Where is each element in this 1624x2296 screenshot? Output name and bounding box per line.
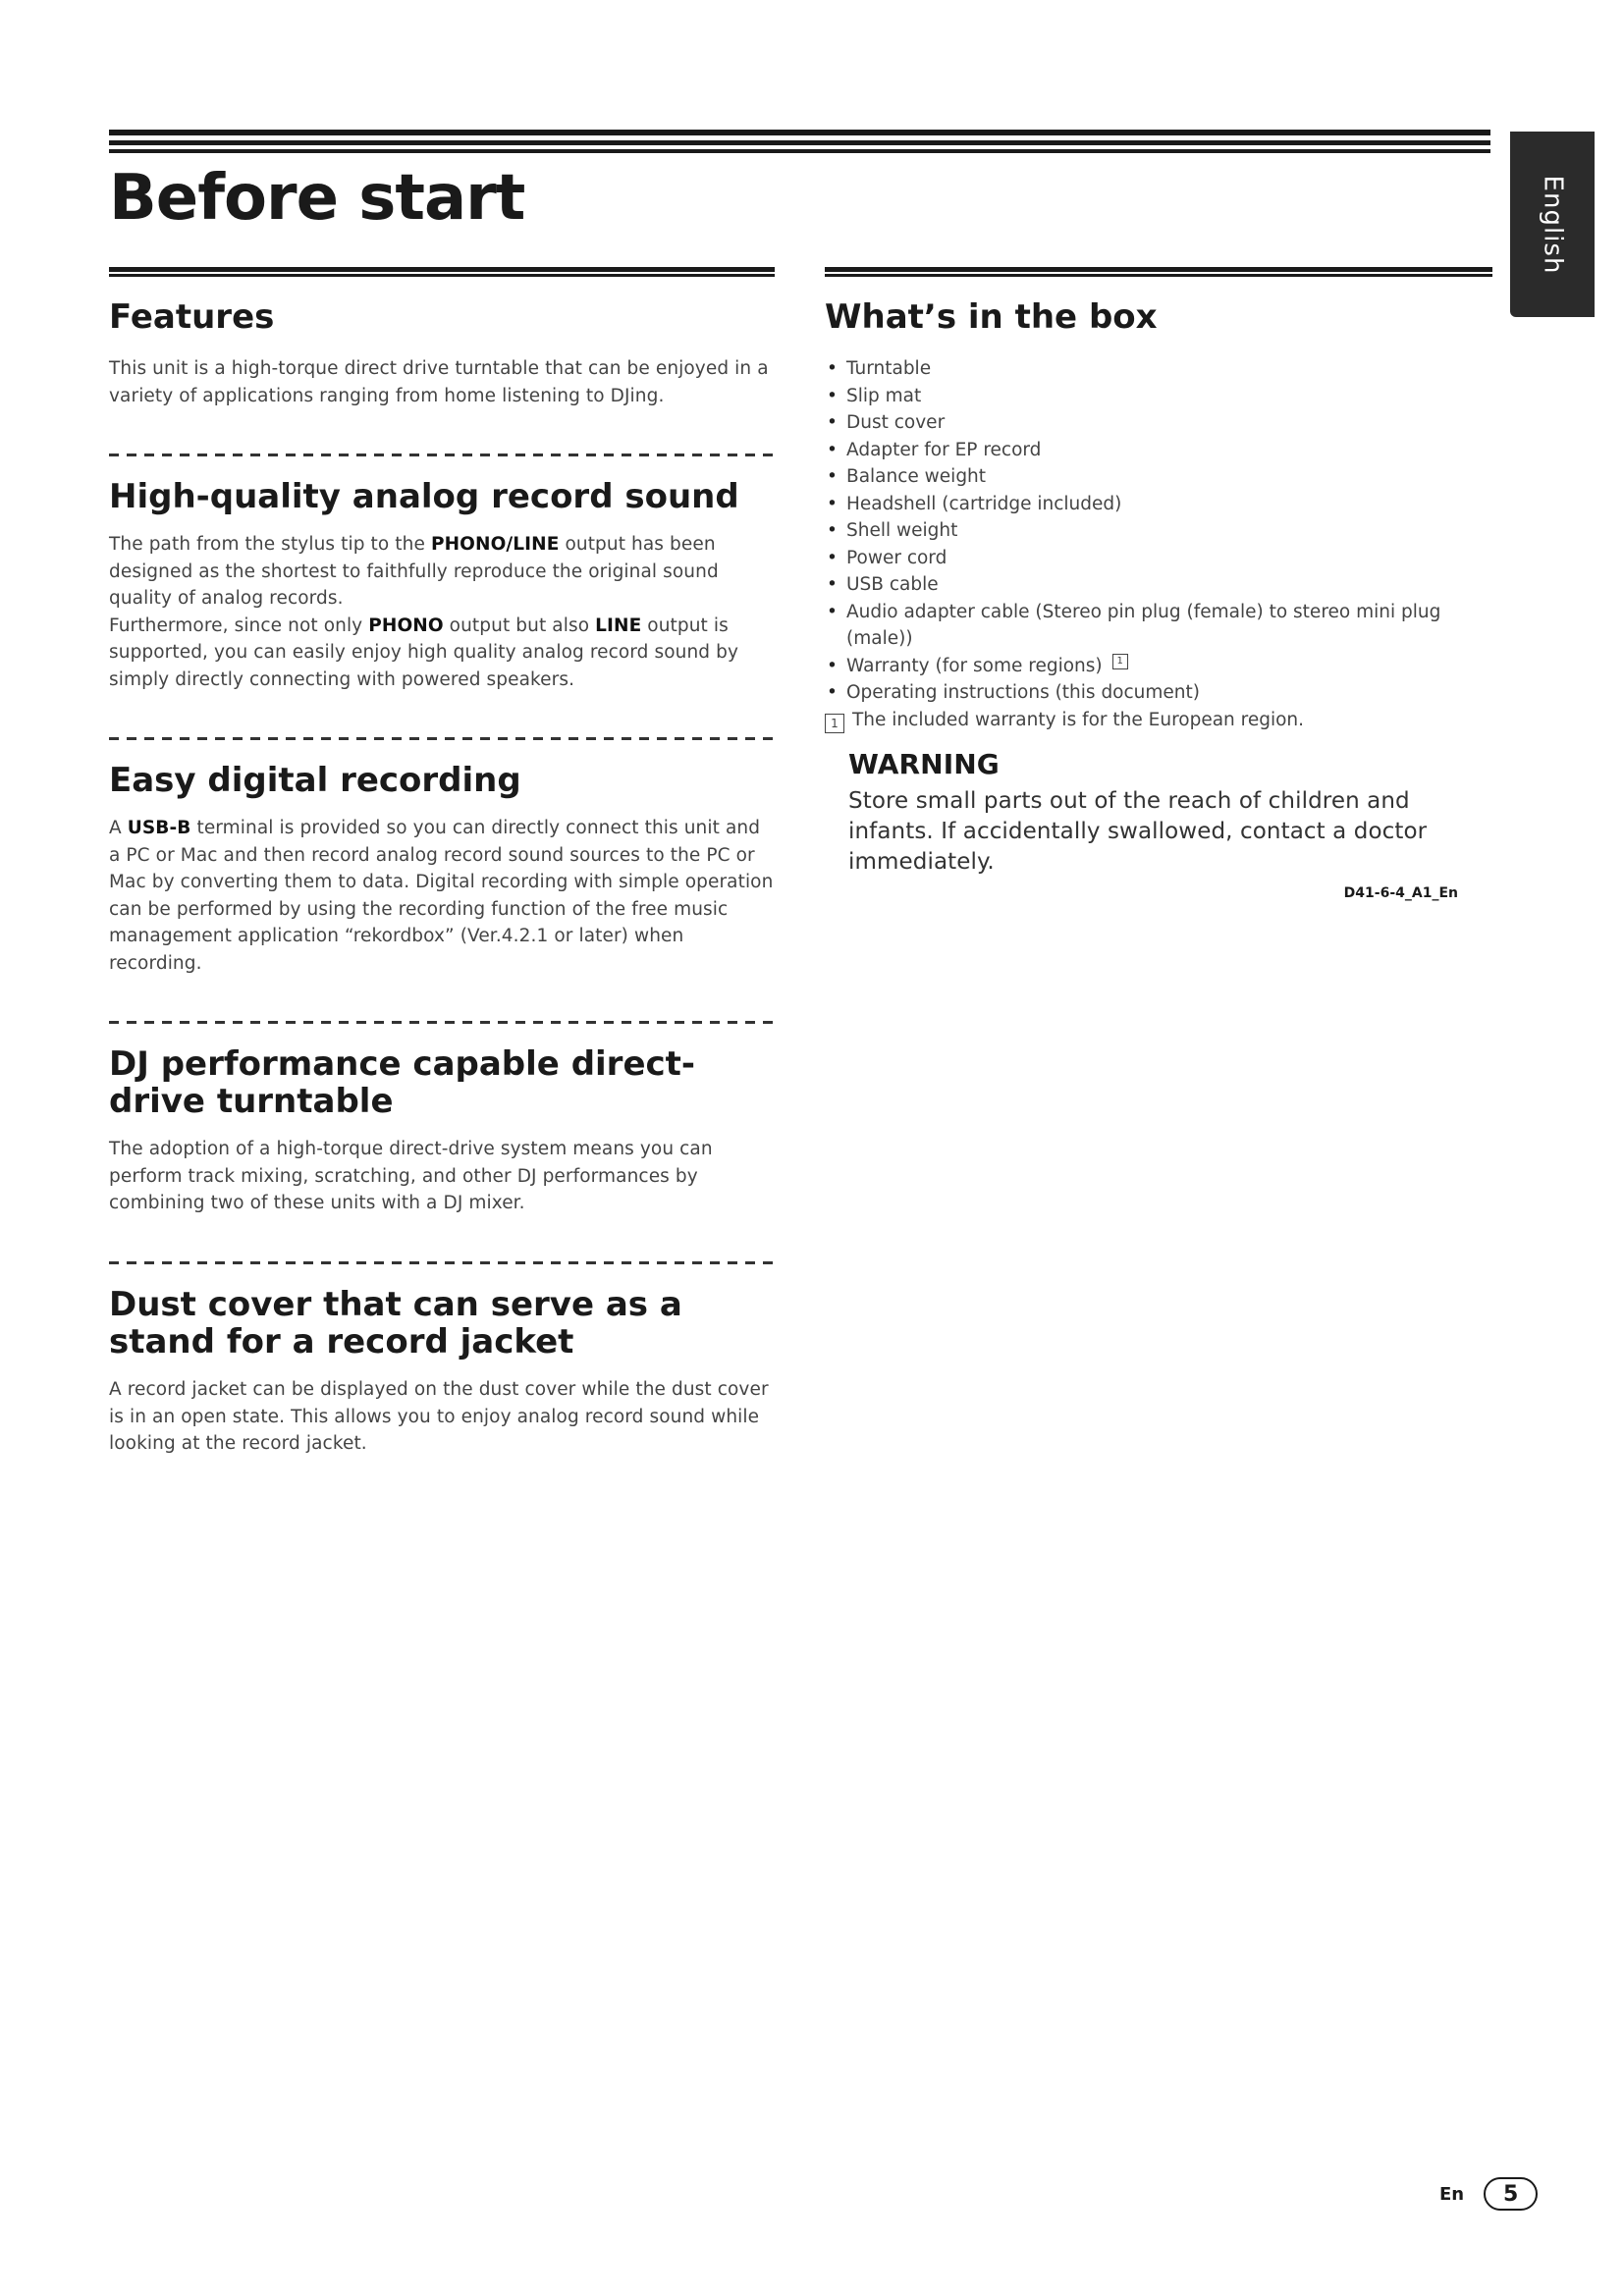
text-run: output has been designed as the shortest to faithfully reproduce the original sound quality of analog records.	[109, 534, 719, 610]
section-divider	[109, 1021, 775, 1024]
warning-block	[848, 747, 1492, 878]
list-item-text: Slip mat	[846, 385, 922, 406]
footnote-text: The included warranty is for the European region.	[852, 709, 1305, 730]
box-contents-list	[825, 355, 1492, 707]
text-run: The path from the stylus tip to the	[109, 534, 431, 556]
text-run: Furthermore, since not only	[109, 614, 369, 636]
list-item	[825, 571, 1492, 599]
text-run: output is supported, you can easily enjoy high quality analog record sound by simply directly connecting with powered speakers.	[109, 614, 739, 690]
language-code: En	[1439, 2183, 1465, 2205]
list-item	[825, 491, 1492, 518]
list-item-text: Dust cover	[846, 412, 946, 434]
list-item-text: Turntable	[846, 358, 932, 380]
digital-recording-text	[109, 815, 775, 977]
list-item	[825, 545, 1492, 572]
term-line: LINE	[595, 614, 642, 636]
section-divider	[109, 1261, 775, 1264]
list-item-text: Operating instructions (this document)	[846, 682, 1201, 704]
list-item-text: Headshell (cartridge included)	[846, 493, 1122, 514]
left-column	[109, 267, 775, 1458]
list-item-text: Audio adapter cable (Stereo pin plug (female) to stereo mini plug (male))	[846, 601, 1441, 650]
list-item	[825, 437, 1492, 464]
list-item	[825, 355, 1492, 383]
analog-sound-text	[109, 531, 775, 693]
page-number: 5	[1484, 2177, 1538, 2211]
section-rule	[825, 267, 1492, 277]
page-title: Before start	[109, 162, 525, 235]
footnote-marker: 1	[1112, 654, 1128, 669]
bullet: •	[827, 601, 838, 622]
features-heading: Features	[109, 297, 275, 337]
bullet: •	[827, 385, 838, 406]
list-item-text: Warranty (for some regions)	[846, 655, 1103, 676]
footnote-marker: 1	[825, 714, 844, 733]
section-divider	[109, 454, 775, 456]
page-footer	[1439, 2177, 1538, 2211]
digital-recording-heading: Easy digital recording	[109, 761, 521, 801]
list-item	[825, 383, 1492, 410]
list-item-text: Power cord	[846, 547, 947, 568]
bullet: •	[827, 466, 838, 488]
list-item	[825, 599, 1492, 653]
dust-cover-text: A record jacket can be displayed on the dust cover while the dust cover is in an open state. This allows you to enjoy analog record sound while looking at the record jacket.	[109, 1379, 769, 1455]
bullet: •	[827, 412, 838, 434]
right-column	[825, 267, 1492, 901]
bullet: •	[827, 574, 838, 596]
warning-text: Store small parts out of the reach of children and infants. If accidentally swallowed, contact a doctor immediately.	[848, 788, 1428, 876]
title-rules	[109, 130, 1490, 153]
dust-cover-heading: Dust cover that can serve as a stand for a record jacket	[109, 1284, 682, 1362]
list-item-text: Adapter for EP record	[846, 439, 1042, 460]
list-item-text: Shell weight	[846, 520, 958, 542]
language-tab-label: English	[1538, 175, 1568, 274]
features-text: This unit is a high-torque direct drive turntable that can be enjoyed in a variety of applications ranging from home listening to DJing.	[109, 358, 769, 406]
dj-performance-heading: DJ performance capable direct-drive turntable	[109, 1044, 696, 1122]
list-item-text: USB cable	[846, 574, 939, 596]
box-contents-heading: What’s in the box	[825, 297, 1158, 337]
language-tab	[1510, 132, 1595, 317]
bullet: •	[827, 520, 838, 542]
list-item	[825, 517, 1492, 545]
term-usb-b: USB-B	[127, 818, 191, 839]
bullet: •	[827, 682, 838, 704]
list-item	[825, 463, 1492, 491]
bullet: •	[827, 547, 838, 568]
document-code: D41-6-4_A1_En	[1343, 885, 1458, 902]
bullet: •	[827, 655, 838, 676]
list-item	[825, 409, 1492, 437]
analog-sound-heading: High-quality analog record sound	[109, 477, 739, 517]
section-divider	[109, 737, 775, 740]
warning-title: WARNING	[848, 748, 1000, 781]
text-run: A	[109, 818, 128, 839]
list-item	[825, 679, 1492, 707]
list-item-text: Balance weight	[846, 466, 987, 488]
dj-performance-text: The adoption of a high-torque direct-drive system means you can perform track mixing, scratching, and other DJ performances by combining two of these units with a DJ mixer.	[109, 1139, 713, 1214]
section-rule	[109, 267, 775, 277]
bullet: •	[827, 439, 838, 460]
text-run: terminal is provided so you can directly connect this unit and a PC or Mac and then record analog record sound sources to the PC or Mac by converting them to data. Digital recording with simple operation can be performed by using the recording function of the free music management application “rekordbox” (Ver.4.2.1 or later) when recording.	[109, 818, 774, 974]
footnote	[825, 707, 1492, 734]
bullet: •	[827, 358, 838, 380]
list-item	[825, 653, 1492, 680]
text-run: output but also	[443, 614, 596, 636]
term-phono: PHONO	[368, 614, 444, 636]
bullet: •	[827, 493, 838, 514]
term-phono-line: PHONO/LINE	[430, 534, 560, 556]
